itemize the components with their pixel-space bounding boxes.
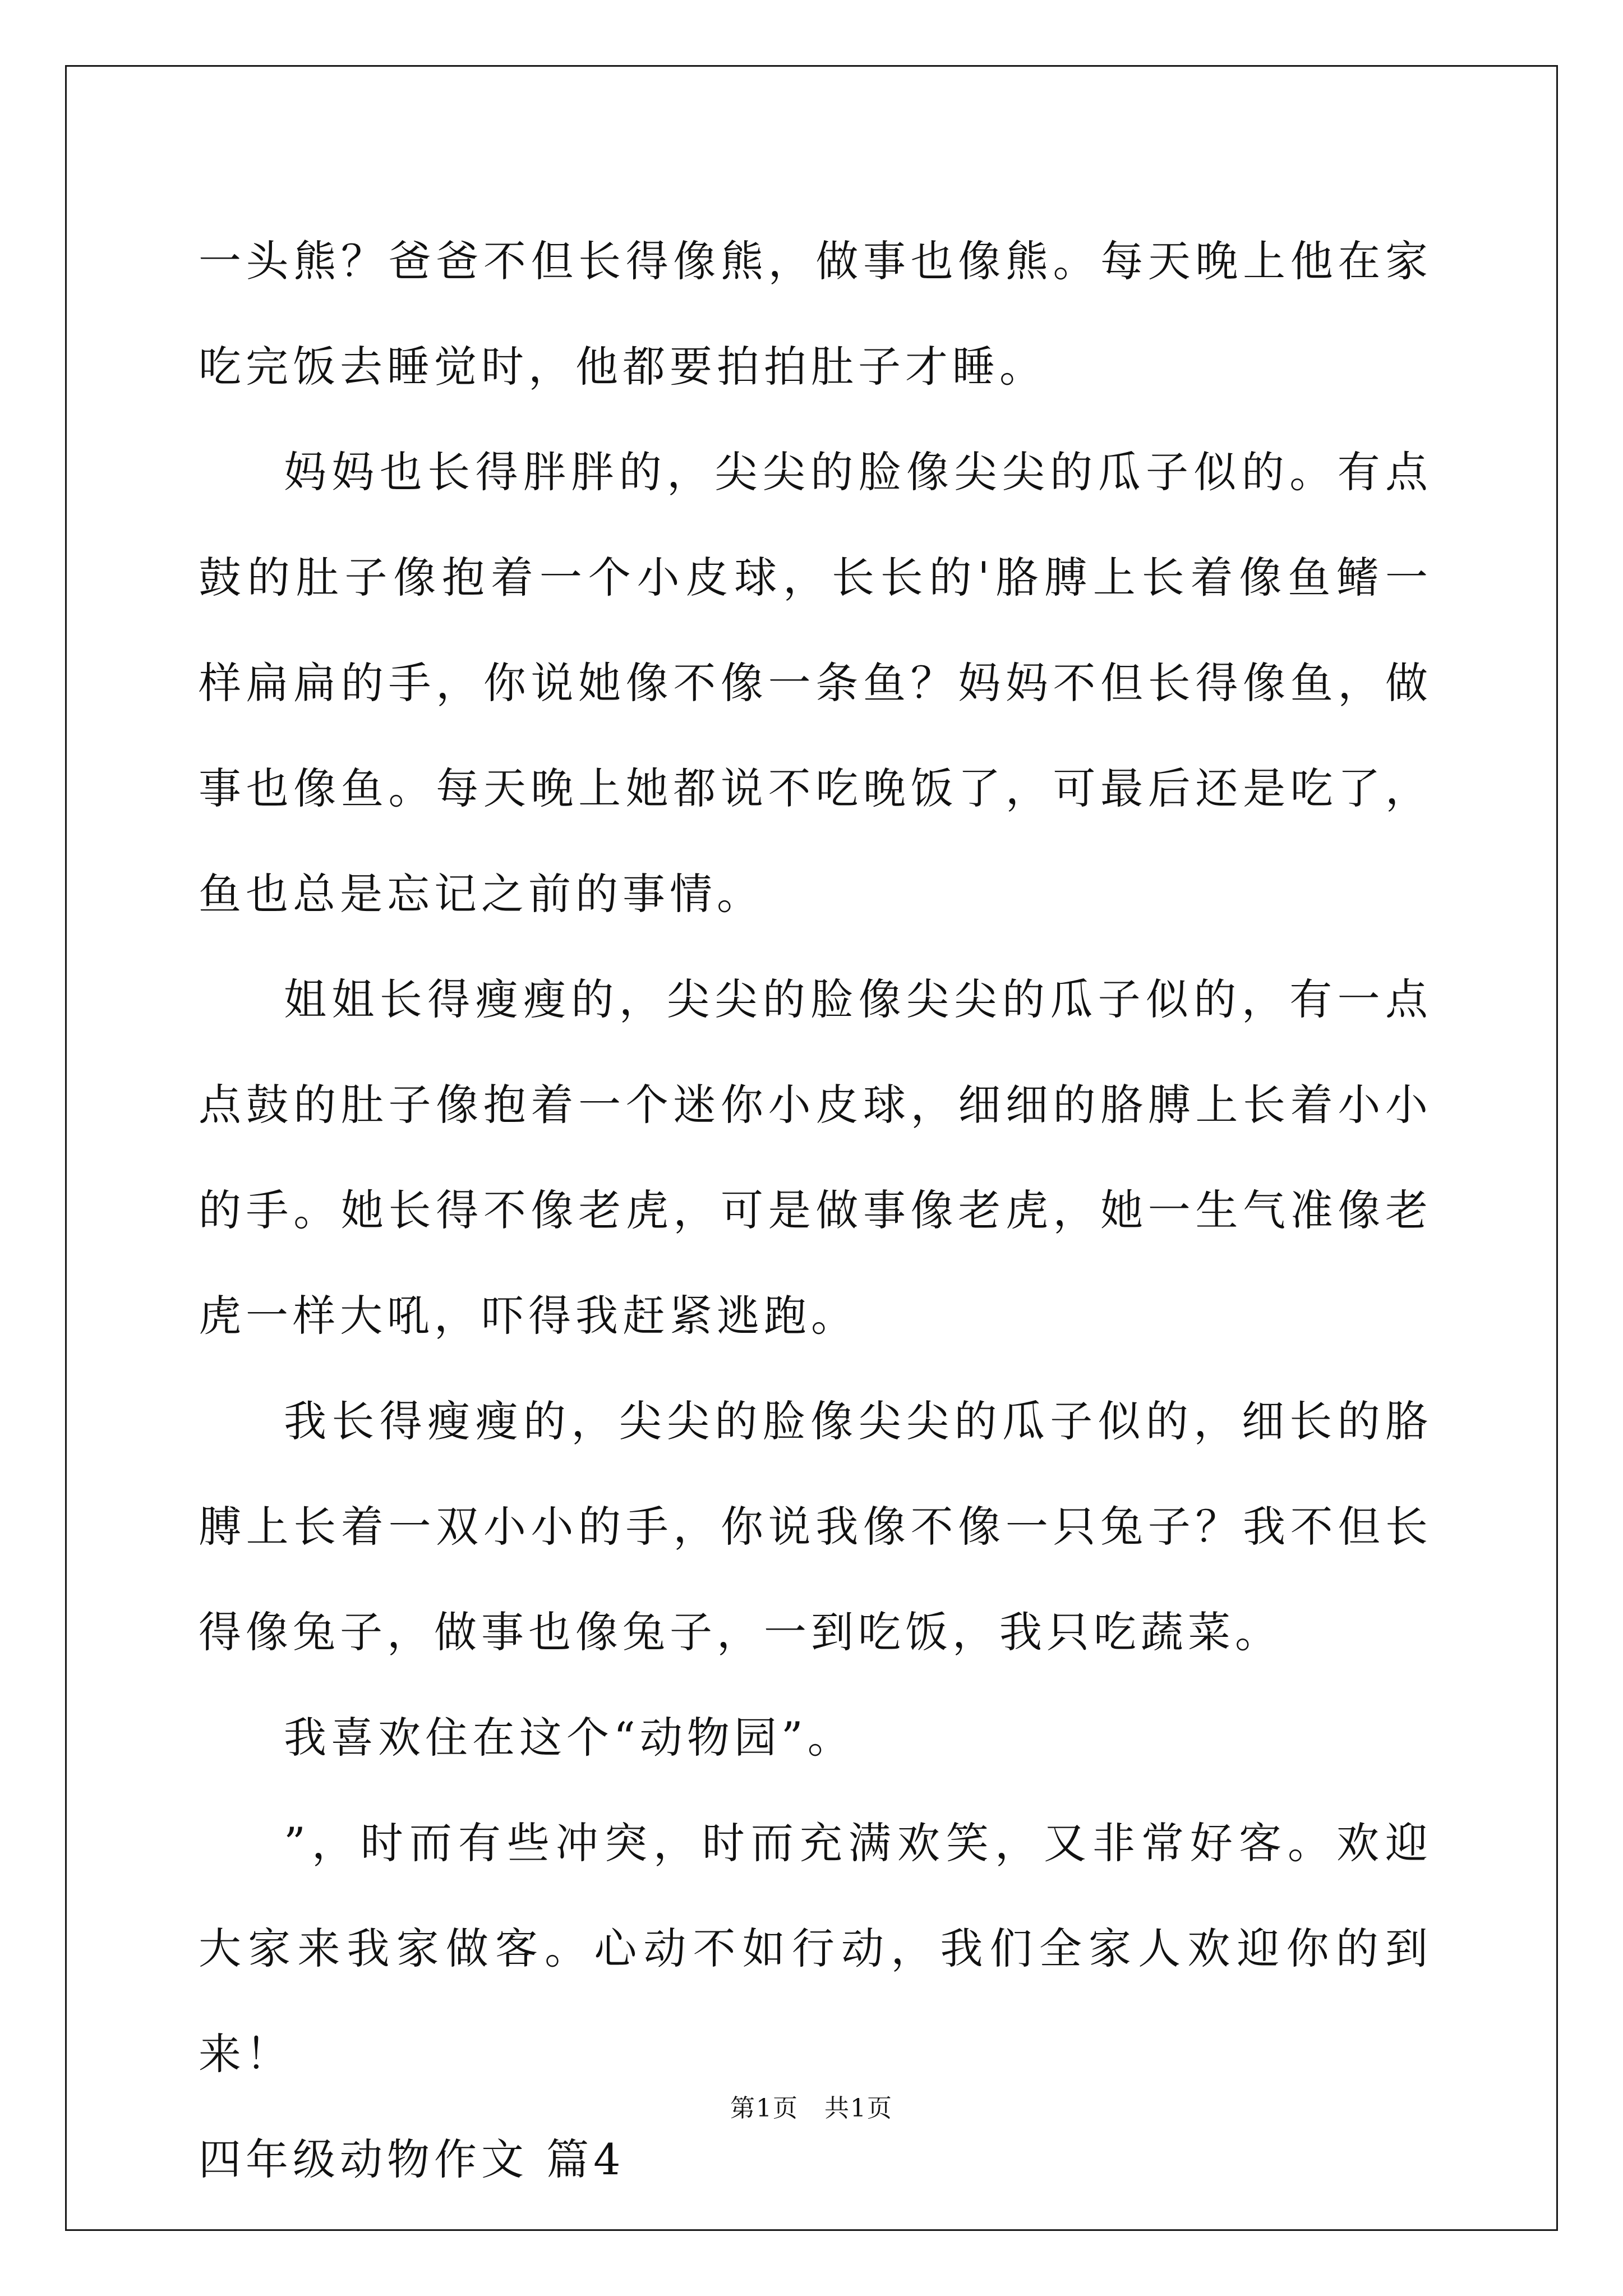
section-heading: 四年级动物作文 篇4 bbox=[199, 2134, 625, 2184]
paragraph-1: 一头熊？爸爸不但长得像熊，做事也像熊。每天晚上他在家吃完饭去睡觉时，他都要拍拍肚子才睡。 bbox=[199, 236, 1432, 392]
paragraph-6: ”，时而有些冲突，时而充满欢笑，又非常好客。欢迎大家来我家做客。心动不如行动，我们全家人欢迎你的到来！ bbox=[199, 1818, 1432, 2079]
paragraph-3: 姐姐长得瘦瘦的，尖尖的脸像尖尖的瓜子似的，有一点点鼓的肚子像抱着一个迷你小皮球，细细的胳膊上长着小小的手。她长得不像老虎，可是做事像老虎，她一生气准像老虎一样大吼，吓得我赶紧逃跑。 bbox=[199, 974, 1432, 1341]
paragraph-2: 妈妈也长得胖胖的，尖尖的脸像尖尖的瓜子似的。有点鼓的肚子像抱着一个小皮球，长长的'胳膊上长着像鱼鳍一样扁扁的手，你说她像不像一条鱼？妈妈不但长得像鱼，做事也像鱼。每天晚上她都说不吃晚饭了，可最后还是吃了，鱼也总是忘记之前的事情。 bbox=[199, 447, 1432, 919]
page-footer: 第1页 共1页 bbox=[730, 2094, 893, 2123]
paragraph-5: 我喜欢住在这个“动物园”。 bbox=[284, 1713, 855, 1763]
document-body bbox=[199, 209, 1432, 2212]
paragraph-4: 我长得瘦瘦的，尖尖的脸像尖尖的瓜子似的，细长的胳膊上长着一双小小的手，你说我像不像一只兔子？我不但长得像兔子，做事也像兔子，一到吃饭，我只吃蔬菜。 bbox=[199, 1396, 1432, 1657]
